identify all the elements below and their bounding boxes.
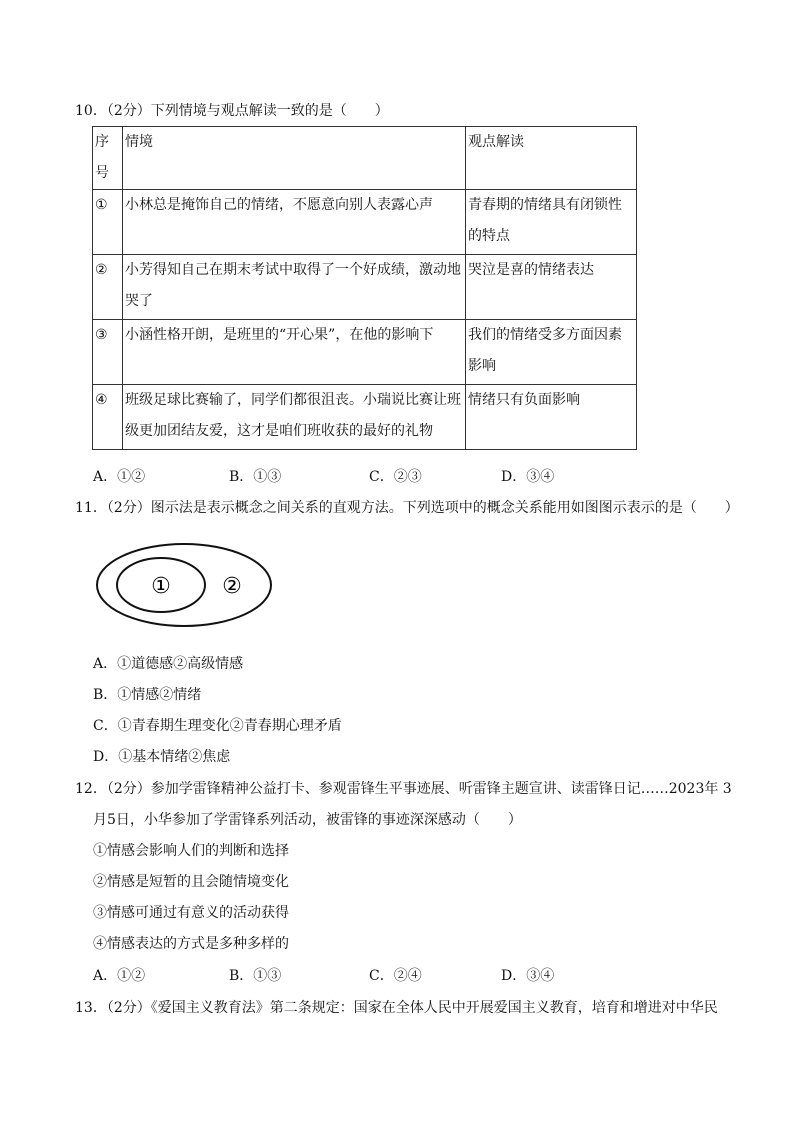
row-number: ① — [93, 190, 123, 255]
q12-statement-3: ③情感可通过有意义的活动获得 — [93, 905, 289, 921]
q11-option-d[interactable]: D．①基本情绪②焦虑 — [93, 749, 231, 765]
inner-label: ① — [151, 574, 171, 599]
table-header-row — [93, 127, 637, 190]
table-row — [93, 385, 637, 450]
option-b[interactable]: B．①③ — [229, 968, 282, 984]
q12-statement-1: ①情感会影响人们的判断和选择 — [93, 843, 289, 859]
table-row — [93, 255, 637, 320]
option-b[interactable]: B．①③ — [229, 469, 282, 485]
row-scene: 小芳得知自己在期末考试中取得了一个好成绩，激动地哭了 — [123, 255, 466, 320]
q11-option-a[interactable]: A．①道德感②高级情感 — [93, 656, 244, 672]
q12-statement-2: ②情感是短暂的且会随情境变化 — [93, 874, 289, 890]
q10-table — [92, 126, 637, 450]
outer-label: ② — [222, 574, 242, 599]
row-view: 青春期的情绪具有闭锁性的特点 — [466, 190, 637, 255]
table-row — [93, 320, 637, 385]
q12-statement-4: ④情感表达的方式是多种多样的 — [93, 936, 289, 952]
row-scene: 小林总是掩饰自己的情绪，不愿意向别人表露心声 — [123, 190, 466, 255]
option-d[interactable]: D．③④ — [501, 968, 555, 984]
q11-option-b[interactable]: B．①情感②情绪 — [93, 687, 202, 703]
row-number: ② — [93, 255, 123, 320]
q11-option-c[interactable]: C．①青春期生理变化②青春期心理矛盾 — [93, 718, 342, 734]
table-row — [93, 190, 637, 255]
q11-stem: 11．（2分）图示法是表示概念之间关系的直观方法。下列选项中的概念关系能用如图图示表示的是（ ） — [75, 500, 739, 516]
q13-stem: 13．（2分）《爱国主义教育法》第二条规定：国家在全体人民中开展爱国主义教育，培育和增进对中华民 — [75, 1000, 718, 1016]
option-a[interactable]: A．①② — [93, 469, 146, 485]
option-d[interactable]: D．③④ — [501, 469, 555, 485]
option-a[interactable]: A．①② — [93, 968, 146, 984]
row-scene: 小涵性格开朗，是班里的“开心果”，在他的影响下 — [123, 320, 466, 385]
header-number: 序号 — [93, 127, 123, 190]
q10-stem: 10．（2分）下列情境与观点解读一致的是（ ） — [75, 103, 389, 119]
outer-ellipse — [97, 544, 271, 626]
row-view: 哭泣是喜的情绪表达 — [466, 255, 637, 320]
row-number: ③ — [93, 320, 123, 385]
row-view: 情绪只有负面影响 — [466, 385, 637, 450]
row-view: 我们的情绪受多方面因素影响 — [466, 320, 637, 385]
q12-stem-line1: 12．（2分）参加学雷锋精神公益打卡、参观雷锋生平事迹展、听雷锋主题宣讲、读雷锋日记……2023年 3 — [75, 781, 732, 797]
header-scene: 情境 — [123, 127, 466, 190]
option-c[interactable]: C．②③ — [369, 469, 422, 485]
row-number: ④ — [93, 385, 123, 450]
option-c[interactable]: C．②④ — [369, 968, 422, 984]
header-view: 观点解读 — [466, 127, 637, 190]
row-scene: 班级足球比赛输了，同学们都很沮丧。小瑞说比赛让班级更加团结友爱，这才是咱们班收获的最好的礼物 — [123, 385, 466, 450]
concept-diagram — [94, 540, 274, 630]
q12-stem-line2: 月5日，小华参加了学雷锋系列活动，被雷锋的事迹深深感动（ ） — [93, 812, 522, 828]
